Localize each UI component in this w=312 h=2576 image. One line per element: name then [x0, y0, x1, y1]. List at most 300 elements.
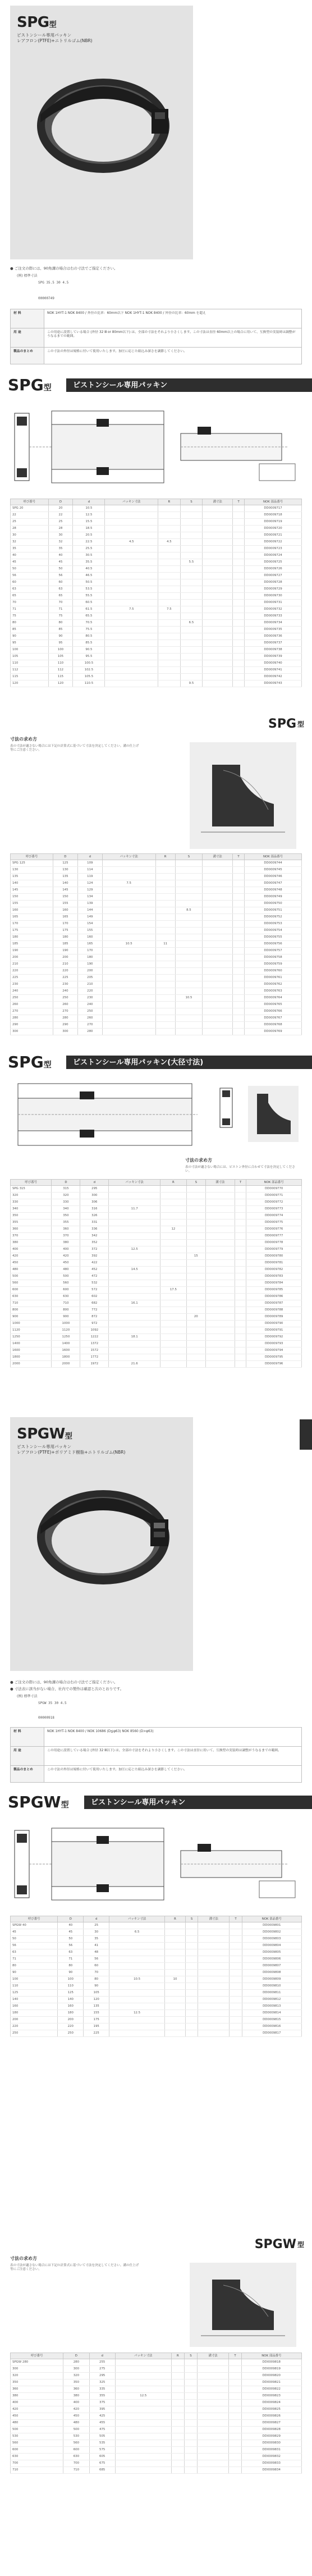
table-cell: 110	[58, 1983, 84, 1990]
table-cell: 144	[77, 907, 102, 914]
table-cell: 165	[77, 941, 102, 948]
table-cell: 70.5	[73, 620, 105, 627]
table-cell	[105, 593, 158, 600]
table-cell: 149	[77, 914, 102, 921]
table-cell	[102, 954, 155, 961]
table-cell	[198, 2010, 230, 2017]
table-cell	[198, 2017, 230, 2024]
table-cell	[203, 995, 233, 1002]
table-cell: DD0009718	[245, 512, 302, 519]
spgw-table-1-body	[11, 1922, 302, 2037]
table-cell	[233, 660, 245, 667]
table-cell: 180	[77, 954, 102, 961]
table-cell	[171, 2413, 184, 2420]
table-cell	[205, 1199, 235, 1206]
table-cell: 12.5	[109, 1246, 160, 1253]
table-cell	[230, 1976, 242, 1983]
table-cell: 65	[48, 593, 73, 600]
table-cell	[229, 2454, 241, 2460]
table-cell	[115, 2373, 171, 2379]
table-cell: 11.7	[109, 1206, 160, 1213]
table-cell	[233, 600, 245, 606]
table-row	[11, 1193, 302, 1199]
table-cell	[109, 1314, 160, 1321]
table-cell: 175	[84, 2017, 109, 2024]
table-row	[11, 620, 302, 627]
table-cell: DD0009767	[245, 1015, 302, 1022]
table-cell	[109, 1997, 165, 2003]
table-cell	[235, 1300, 246, 1307]
table-cell	[205, 1280, 235, 1287]
table-cell: 225	[53, 975, 77, 981]
spg-large-section-banner: SPG型 ピストンシール専用パッキン(大径寸法)	[0, 1050, 312, 1075]
table-cell	[186, 1361, 205, 1368]
table-cell: DD0009787	[246, 1300, 302, 1307]
table-cell	[198, 1929, 230, 1936]
table-row	[11, 546, 302, 552]
table-cell	[109, 1936, 165, 1943]
table-cell	[171, 2366, 184, 2373]
table-cell: DD0009811	[242, 1990, 302, 1997]
table-cell	[160, 1193, 187, 1199]
table-cell: 452	[80, 1267, 109, 1273]
table-cell	[197, 2454, 229, 2460]
table-cell: 560	[52, 1280, 80, 1287]
table-cell	[160, 1341, 187, 1348]
table-row	[11, 1354, 302, 1361]
table-cell: 15	[186, 1253, 205, 1260]
table-row	[11, 2359, 302, 2366]
table-cell	[197, 2440, 229, 2447]
table-cell: 1800	[11, 1354, 52, 1361]
table-cell: DD0009784	[246, 1280, 302, 1287]
table-cell: 56	[48, 573, 73, 579]
table-cell: 400	[63, 2400, 89, 2406]
table-cell	[233, 680, 245, 687]
spgw-hero-subtitle-2: レアフロン(PTFE)+ポリアミド樹脂+ニトリルゴム(NBR)	[17, 1450, 126, 1455]
table-cell: DD0009770	[246, 1186, 302, 1193]
table-cell	[109, 1983, 165, 1990]
table-cell	[203, 874, 233, 880]
table-cell: 70	[84, 1970, 109, 1976]
table-cell: 900	[11, 1314, 52, 1321]
table-row	[11, 640, 302, 647]
table-cell: 160	[53, 907, 77, 914]
table-cell	[109, 1233, 160, 1240]
table-cell: DD0009755	[245, 934, 302, 941]
table-cell	[175, 914, 202, 921]
spgw-dimension-table-2: 呼び番号 D d パッキン寸法 R S 溝寸法 T NOK 部品番号 SPGW 280 280 255 DD0009818 300 300 275 DD0009819 320 320 295 DD0009820 350 350 325 DD0009821 360 360 335 DD0009822 380 380 355 12.5 DD0009823 400 400 375 DD0009824 420 420 395 DD0009825 450 450 425 DD0009826 480 480 455 DD0009827 500 500 475 DD0009828 530 530 505 DD0009829 560 560 535 DD0009830 600 600 575 DD0009831 630 630 605 DD0009832 700 700 675 DD0009833 710 710 685 DD0009834	[10, 2353, 302, 2474]
table-cell	[232, 921, 244, 928]
table-cell	[203, 647, 233, 654]
table-cell: 100.5	[73, 660, 105, 667]
table-cell: DD0009802	[242, 1929, 302, 1936]
table-cell	[232, 961, 244, 968]
table-cell	[205, 1240, 235, 1246]
table-cell: DD0009762	[245, 981, 302, 988]
table-cell	[235, 1193, 246, 1199]
table-row	[11, 901, 302, 907]
table-cell	[185, 2379, 198, 2386]
table-cell: DD0009749	[245, 894, 302, 901]
table-cell: 315	[52, 1186, 80, 1193]
table-cell: DD0009815	[242, 2017, 302, 2024]
table-cell	[235, 1348, 246, 1354]
table-row	[11, 1260, 302, 1267]
table-cell	[160, 1246, 187, 1253]
table-cell: 25	[84, 1922, 109, 1929]
table-cell	[185, 2413, 198, 2420]
table-cell	[171, 2427, 184, 2433]
table-cell	[155, 948, 175, 954]
table-cell	[115, 2427, 171, 2433]
table-cell: DD0009813	[242, 2003, 302, 2010]
table-cell	[105, 613, 158, 620]
table-cell	[203, 546, 233, 552]
table-row	[11, 887, 302, 894]
table-cell	[115, 2420, 171, 2427]
table-cell	[171, 2447, 184, 2454]
table-cell	[230, 1970, 242, 1976]
table-cell	[109, 1226, 160, 1233]
table-cell: 71	[11, 1956, 58, 1963]
table-row	[11, 1008, 302, 1015]
table-cell	[165, 1963, 186, 1970]
table-cell	[158, 552, 181, 559]
table-cell: SPG 125	[11, 860, 53, 867]
table-cell: 22	[11, 512, 49, 519]
table-cell	[109, 1287, 160, 1294]
table-row	[11, 1327, 302, 1334]
table-cell: 872	[80, 1314, 109, 1321]
table-cell	[203, 941, 233, 948]
table-cell: DD0009796	[246, 1361, 302, 1368]
table-cell: 130	[11, 867, 53, 874]
table-row	[11, 2460, 302, 2467]
table-cell: 60	[11, 579, 49, 586]
table-row	[11, 995, 302, 1002]
table-cell	[203, 505, 233, 512]
table-cell: 225	[84, 2030, 109, 2037]
table-cell	[230, 2003, 242, 2010]
table-row	[11, 1990, 302, 1997]
table-cell	[205, 1220, 235, 1226]
table-cell	[180, 539, 203, 546]
table-cell	[160, 1220, 187, 1226]
table-cell: 63	[11, 586, 49, 593]
table-row	[11, 559, 302, 566]
table-cell	[115, 2440, 171, 2447]
table-cell: 155	[84, 2010, 109, 2017]
table-row	[11, 867, 302, 874]
table-cell	[171, 2433, 184, 2440]
table-cell: 30	[11, 532, 49, 539]
table-cell	[232, 934, 244, 941]
table-cell: 230	[53, 981, 77, 988]
table-cell	[203, 914, 233, 921]
table-cell: DD0009751	[245, 907, 302, 914]
table-cell: 1120	[11, 1327, 52, 1334]
table-cell	[165, 1936, 186, 1943]
table-cell	[235, 1334, 246, 1341]
table-cell: 190	[53, 948, 77, 954]
table-cell	[185, 2433, 198, 2440]
spg-large-installation-drawing	[12, 1078, 301, 1151]
table-cell: 400	[11, 2400, 63, 2406]
table-cell	[185, 2406, 198, 2413]
table-cell	[229, 2393, 241, 2400]
table-cell	[109, 2017, 165, 2024]
table-cell	[232, 975, 244, 981]
table-cell: SPG 20	[11, 505, 49, 512]
table-cell: 200	[11, 954, 53, 961]
table-cell	[155, 1022, 175, 1029]
table-cell: DD0009754	[245, 928, 302, 934]
table-cell	[160, 1267, 187, 1273]
table-row	[11, 988, 302, 995]
table-row	[11, 1233, 302, 1240]
table-cell: 155	[11, 901, 53, 907]
table-cell	[203, 559, 233, 566]
table-cell	[175, 968, 202, 975]
table-cell	[230, 2024, 242, 2030]
table-cell	[203, 512, 233, 519]
table-cell	[109, 2024, 165, 2030]
table-cell	[102, 995, 155, 1002]
table-cell: 280	[63, 2359, 89, 2366]
table-cell	[109, 1354, 160, 1361]
table-cell: 105	[84, 1990, 109, 1997]
table-cell	[160, 1186, 187, 1193]
table-cell	[230, 1949, 242, 1956]
table-cell: 20	[48, 505, 73, 512]
table-cell	[102, 1022, 155, 1029]
table-cell	[180, 586, 203, 593]
table-cell	[186, 1327, 205, 1334]
table-cell: DD0009758	[245, 954, 302, 961]
spgw-groove-diagram	[190, 2263, 296, 2347]
table-cell	[235, 1186, 246, 1193]
spg-side-title: SPG 型	[275, 714, 312, 731]
spgw-sample-code: SPGW 35 30 4.5	[38, 1701, 67, 1705]
table-cell	[235, 1321, 246, 1327]
table-row	[11, 1220, 302, 1226]
table-cell	[165, 2003, 186, 2010]
table-cell: 165	[11, 914, 53, 921]
table-cell	[232, 948, 244, 954]
table-cell: 360	[11, 1226, 52, 1233]
table-cell	[186, 1273, 205, 1280]
table-cell: DD0009777	[246, 1233, 302, 1240]
table-cell: 355	[52, 1220, 80, 1226]
table-cell: 326	[80, 1213, 109, 1220]
spgw-howto-title: 寸法の求め方	[10, 2256, 37, 2261]
table-cell: 340	[52, 1206, 80, 1213]
table-cell: 18.5	[73, 526, 105, 532]
table-cell: 20.5	[73, 532, 105, 539]
table-cell: 270	[53, 1008, 77, 1015]
table-cell	[158, 620, 181, 627]
table-cell: 71	[11, 606, 49, 613]
table-cell: 165	[53, 914, 77, 921]
table-cell: 180	[58, 2010, 84, 2017]
table-cell	[180, 526, 203, 532]
table-cell	[233, 593, 245, 600]
table-cell: DD0009803	[242, 1936, 302, 1943]
table-cell	[175, 860, 202, 867]
table-cell	[203, 667, 233, 674]
table-cell	[203, 921, 233, 928]
table-cell: DD0009722	[245, 539, 302, 546]
table-cell	[203, 907, 233, 914]
table-cell: 56	[11, 573, 49, 579]
table-cell: 335	[89, 2386, 115, 2393]
table-cell	[230, 1943, 242, 1949]
table-cell	[203, 894, 233, 901]
table-cell	[235, 1294, 246, 1300]
table-cell: 110	[11, 1983, 58, 1990]
table-cell	[205, 1246, 235, 1253]
table-cell	[186, 1246, 205, 1253]
table-cell	[175, 1002, 202, 1008]
table-cell	[235, 1260, 246, 1267]
table-cell	[198, 1970, 230, 1976]
table-cell	[232, 894, 244, 901]
table-cell: 240	[11, 988, 53, 995]
table-cell	[171, 2393, 184, 2400]
table-cell	[232, 880, 244, 887]
table-cell: 12	[160, 1226, 187, 1233]
table-cell: 32	[48, 539, 73, 546]
table-cell	[180, 633, 203, 640]
table-cell	[186, 1334, 205, 1341]
spg-seal-ring-image	[30, 53, 176, 188]
table-cell	[102, 874, 155, 880]
table-cell	[109, 1199, 160, 1206]
table-cell: 7.5	[105, 606, 158, 613]
table-cell	[185, 2454, 198, 2460]
table-cell: 340	[11, 1206, 52, 1213]
table-cell	[160, 1307, 187, 1314]
table-cell: DD0009812	[242, 1997, 302, 2003]
table-cell	[109, 1213, 160, 1220]
table-cell	[233, 539, 245, 546]
table-cell	[180, 667, 203, 674]
table-cell: DD0009828	[241, 2427, 301, 2433]
table-cell: 70	[48, 600, 73, 606]
table-cell	[203, 1022, 233, 1029]
table-cell	[185, 1943, 198, 1949]
table-cell: 4.5	[158, 539, 181, 546]
table-cell: 255	[89, 2359, 115, 2366]
spg-hero-title: SPG型	[17, 14, 57, 31]
table-cell	[160, 1213, 187, 1220]
table-cell: DD0009731	[245, 600, 302, 606]
table-cell	[180, 519, 203, 526]
table-cell: 65	[11, 593, 49, 600]
table-cell: 600	[11, 1287, 52, 1294]
table-cell	[105, 519, 158, 526]
table-cell	[102, 914, 155, 921]
table-cell	[198, 2024, 230, 2030]
table-row	[11, 1253, 302, 1260]
table-row	[11, 1314, 302, 1321]
table-cell	[109, 1956, 165, 1963]
table-cell	[175, 988, 202, 995]
table-cell: 145	[11, 887, 53, 894]
table-cell: 800	[11, 1307, 52, 1314]
table-row	[11, 2440, 302, 2447]
table-cell: DD0009781	[246, 1260, 302, 1267]
spg-sample-code: SPG 35.5 30 4.5	[38, 281, 69, 285]
table-row	[11, 2467, 302, 2474]
table-cell: 12.5	[109, 2010, 165, 2017]
table-cell	[232, 995, 244, 1002]
spg-sample-code-2: 00000749	[38, 296, 54, 300]
table-cell: 1400	[11, 1341, 52, 1348]
table-cell: 9.5	[180, 680, 203, 687]
table-row	[11, 1936, 302, 1943]
table-cell: 380	[63, 2393, 89, 2400]
table-cell: 1400	[52, 1341, 80, 1348]
table-row	[11, 1997, 302, 2003]
table-cell	[233, 552, 245, 559]
table-cell	[203, 867, 233, 874]
table-cell	[186, 1193, 205, 1199]
table-cell: 10.5	[109, 1976, 165, 1983]
table-cell	[205, 1321, 235, 1327]
table-cell: 65.5	[73, 613, 105, 620]
table-cell	[186, 1354, 205, 1361]
table-cell: 260	[77, 1015, 102, 1022]
table-cell: 40	[58, 1922, 84, 1929]
table-cell: 685	[89, 2467, 115, 2474]
table-cell	[155, 1008, 175, 1015]
table-cell: DD0009773	[246, 1206, 302, 1213]
table-cell: 240	[53, 988, 77, 995]
spgw-order-note: ● ご注文の際には、90角溝の場合は右の寸法でご指定ください。	[10, 1680, 118, 1684]
table-cell: 120	[11, 680, 49, 687]
table-cell	[185, 1922, 198, 1929]
table-cell	[158, 586, 181, 593]
spg-order-note: ● ご注文の際には、90角溝の場合は右の寸法でご指定ください。	[10, 266, 118, 271]
table-cell	[233, 620, 245, 627]
table-row	[11, 532, 302, 539]
table-cell: 710	[52, 1300, 80, 1307]
table-cell	[109, 1949, 165, 1956]
table-row	[11, 1321, 302, 1327]
table-cell	[180, 505, 203, 512]
table-cell	[105, 660, 158, 667]
table-cell: 10.5	[175, 995, 202, 1002]
table-cell: 260	[53, 1002, 77, 1008]
table-cell	[203, 1029, 233, 1035]
table-cell: 500	[11, 1273, 52, 1280]
table-cell: 56	[11, 1943, 58, 1949]
table-cell	[185, 2460, 198, 2467]
table-cell	[203, 519, 233, 526]
table-cell	[233, 573, 245, 579]
table-cell: 70	[11, 600, 49, 606]
table-cell	[235, 1280, 246, 1287]
table-cell	[175, 921, 202, 928]
table-cell: 195	[84, 2024, 109, 2030]
table-cell: 560	[63, 2440, 89, 2447]
table-cell: DD0009766	[245, 1008, 302, 1015]
table-cell	[235, 1213, 246, 1220]
table-cell	[203, 988, 233, 995]
table-cell	[232, 968, 244, 975]
